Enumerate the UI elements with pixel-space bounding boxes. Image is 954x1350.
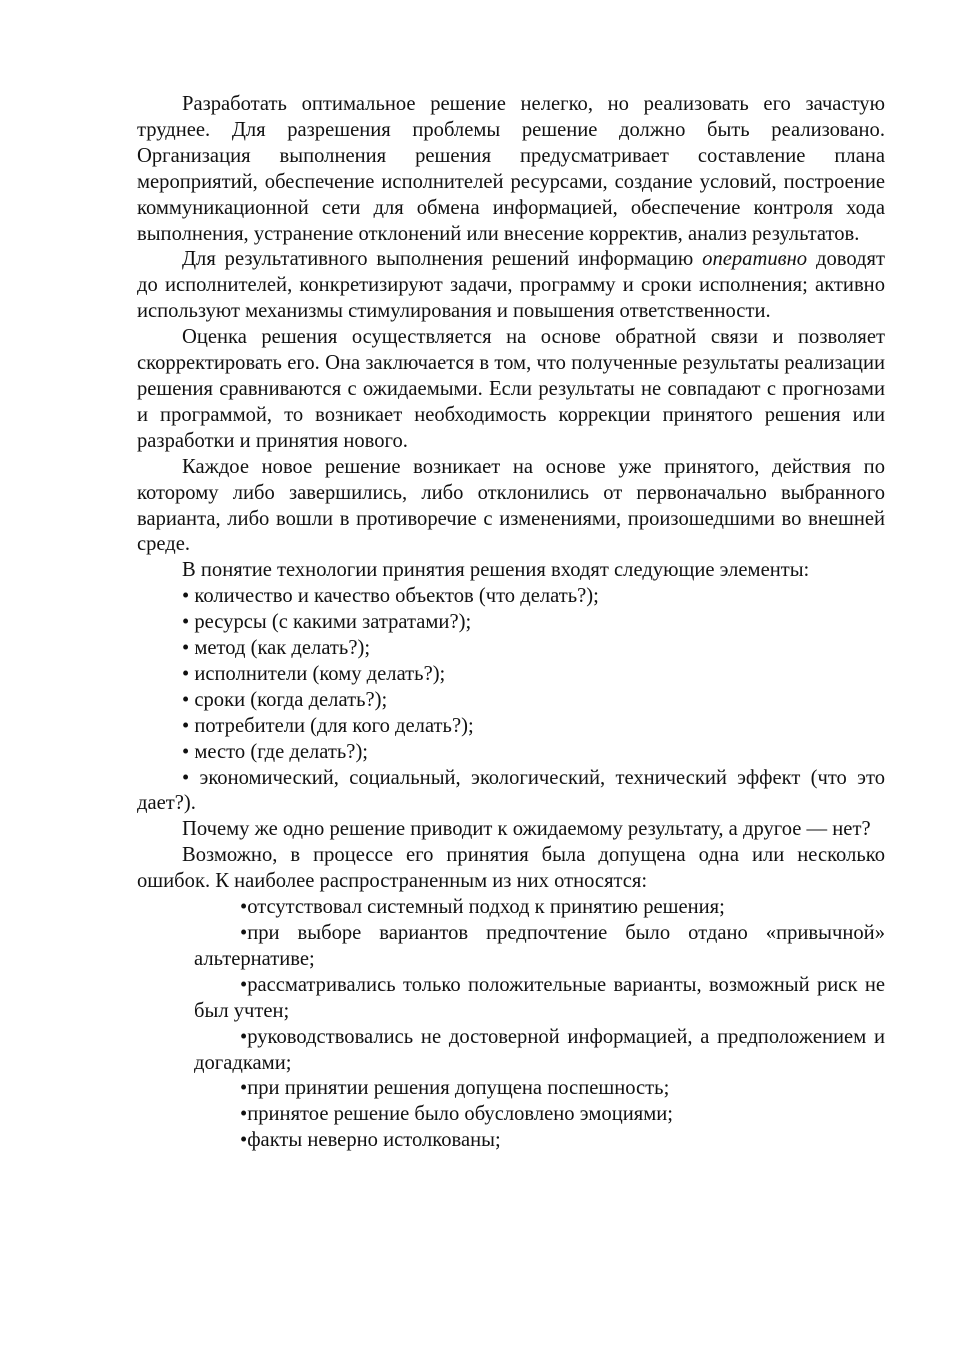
list-item: •рассматривались только положительные варианты, возможный риск не был учтен; — [194, 973, 885, 1022]
elements-list — [137, 584, 885, 817]
paragraph-errors-intro: Возможно, в процессе его принятия была допущена одна или несколько ошибок. К наиболее распространенным из них относятся: — [137, 844, 885, 893]
list-item: • исполнители (кому делать?); — [182, 662, 446, 685]
paragraph-evaluation: Оценка решения осуществляется на основе обратной связи и позволяет скорректировать его. Она заключается в том, что полученные результаты реализации решения сравниваются с ожидаемыми. Если результаты не совпадают с прогнозами и программой, то возникает необходимость коррекции принятого решения или разработки и принятия нового. — [137, 326, 885, 452]
list-item: •принятое решение было обусловлено эмоциями; — [240, 1103, 674, 1126]
paragraph-results-start: Для результативного выполнения решений информацию — [182, 248, 703, 271]
list-item: • место (где делать?); — [182, 740, 369, 763]
list-item: • метод (как делать?); — [182, 637, 371, 660]
list-item: •при выборе вариантов предпочтение было отдано «привычной» альтернативе; — [194, 922, 885, 970]
list-item: • сроки (когда делать?); — [182, 688, 388, 711]
paragraph-question: Почему же одно решение приводит к ожидаемому результату, а другое — нет? — [182, 818, 871, 841]
paragraph-implementation: Разработать оптимальное решение нелегко, но реализовать его зачастую труднее. Для разрешения проблемы решение должно быть реализовано. Организация выполнения решения предусматривает составление плана мероприятий, обеспечение исполнителей ресурсами, создание условий, построение коммуникационной сети для обмена информацией, обеспечение контроля хода выполнения, устранение отклонений или внесение корректив, анализ результатов. — [137, 93, 885, 245]
list-item: • экономический, социальный, экологический, технический эффект (что это дает?). — [137, 766, 885, 815]
list-item: •руководствовались не достоверной информацией, а предположением и догадками; — [194, 1025, 885, 1074]
list-item: •при принятии решения допущена поспешность; — [240, 1077, 670, 1100]
italic-term: оперативно — [702, 248, 808, 271]
list-item: • потребители (для кого делать?); — [182, 714, 474, 737]
list-item: •факты неверно истолкованы; — [240, 1129, 501, 1152]
paragraph-results-end: доводят до исполнителей, конкретизируют задачи, программу и сроки исполнения; активно используют механизмы стимулирования и повышения ответственности. — [137, 248, 885, 323]
paragraph-results — [137, 247, 885, 325]
document-body — [137, 92, 885, 1154]
list-item: • ресурсы (с какими затратами?); — [182, 611, 472, 634]
list-item: • количество и качество объектов (что делать?); — [182, 585, 599, 608]
errors-list — [137, 895, 885, 1154]
list-item: •отсутствовал системный подход к принятию решения; — [240, 896, 725, 919]
paragraph-technology-intro: В понятие технологии принятия решения входят следующие элементы: — [182, 559, 810, 582]
paragraph-new-decision: Каждое новое решение возникает на основе уже принятого, действия по которому либо завершились, либо отклонились от первоначально выбранного варианта, либо вошли в противоречие с изменениями, произошедшими во внешней среде. — [137, 455, 885, 556]
